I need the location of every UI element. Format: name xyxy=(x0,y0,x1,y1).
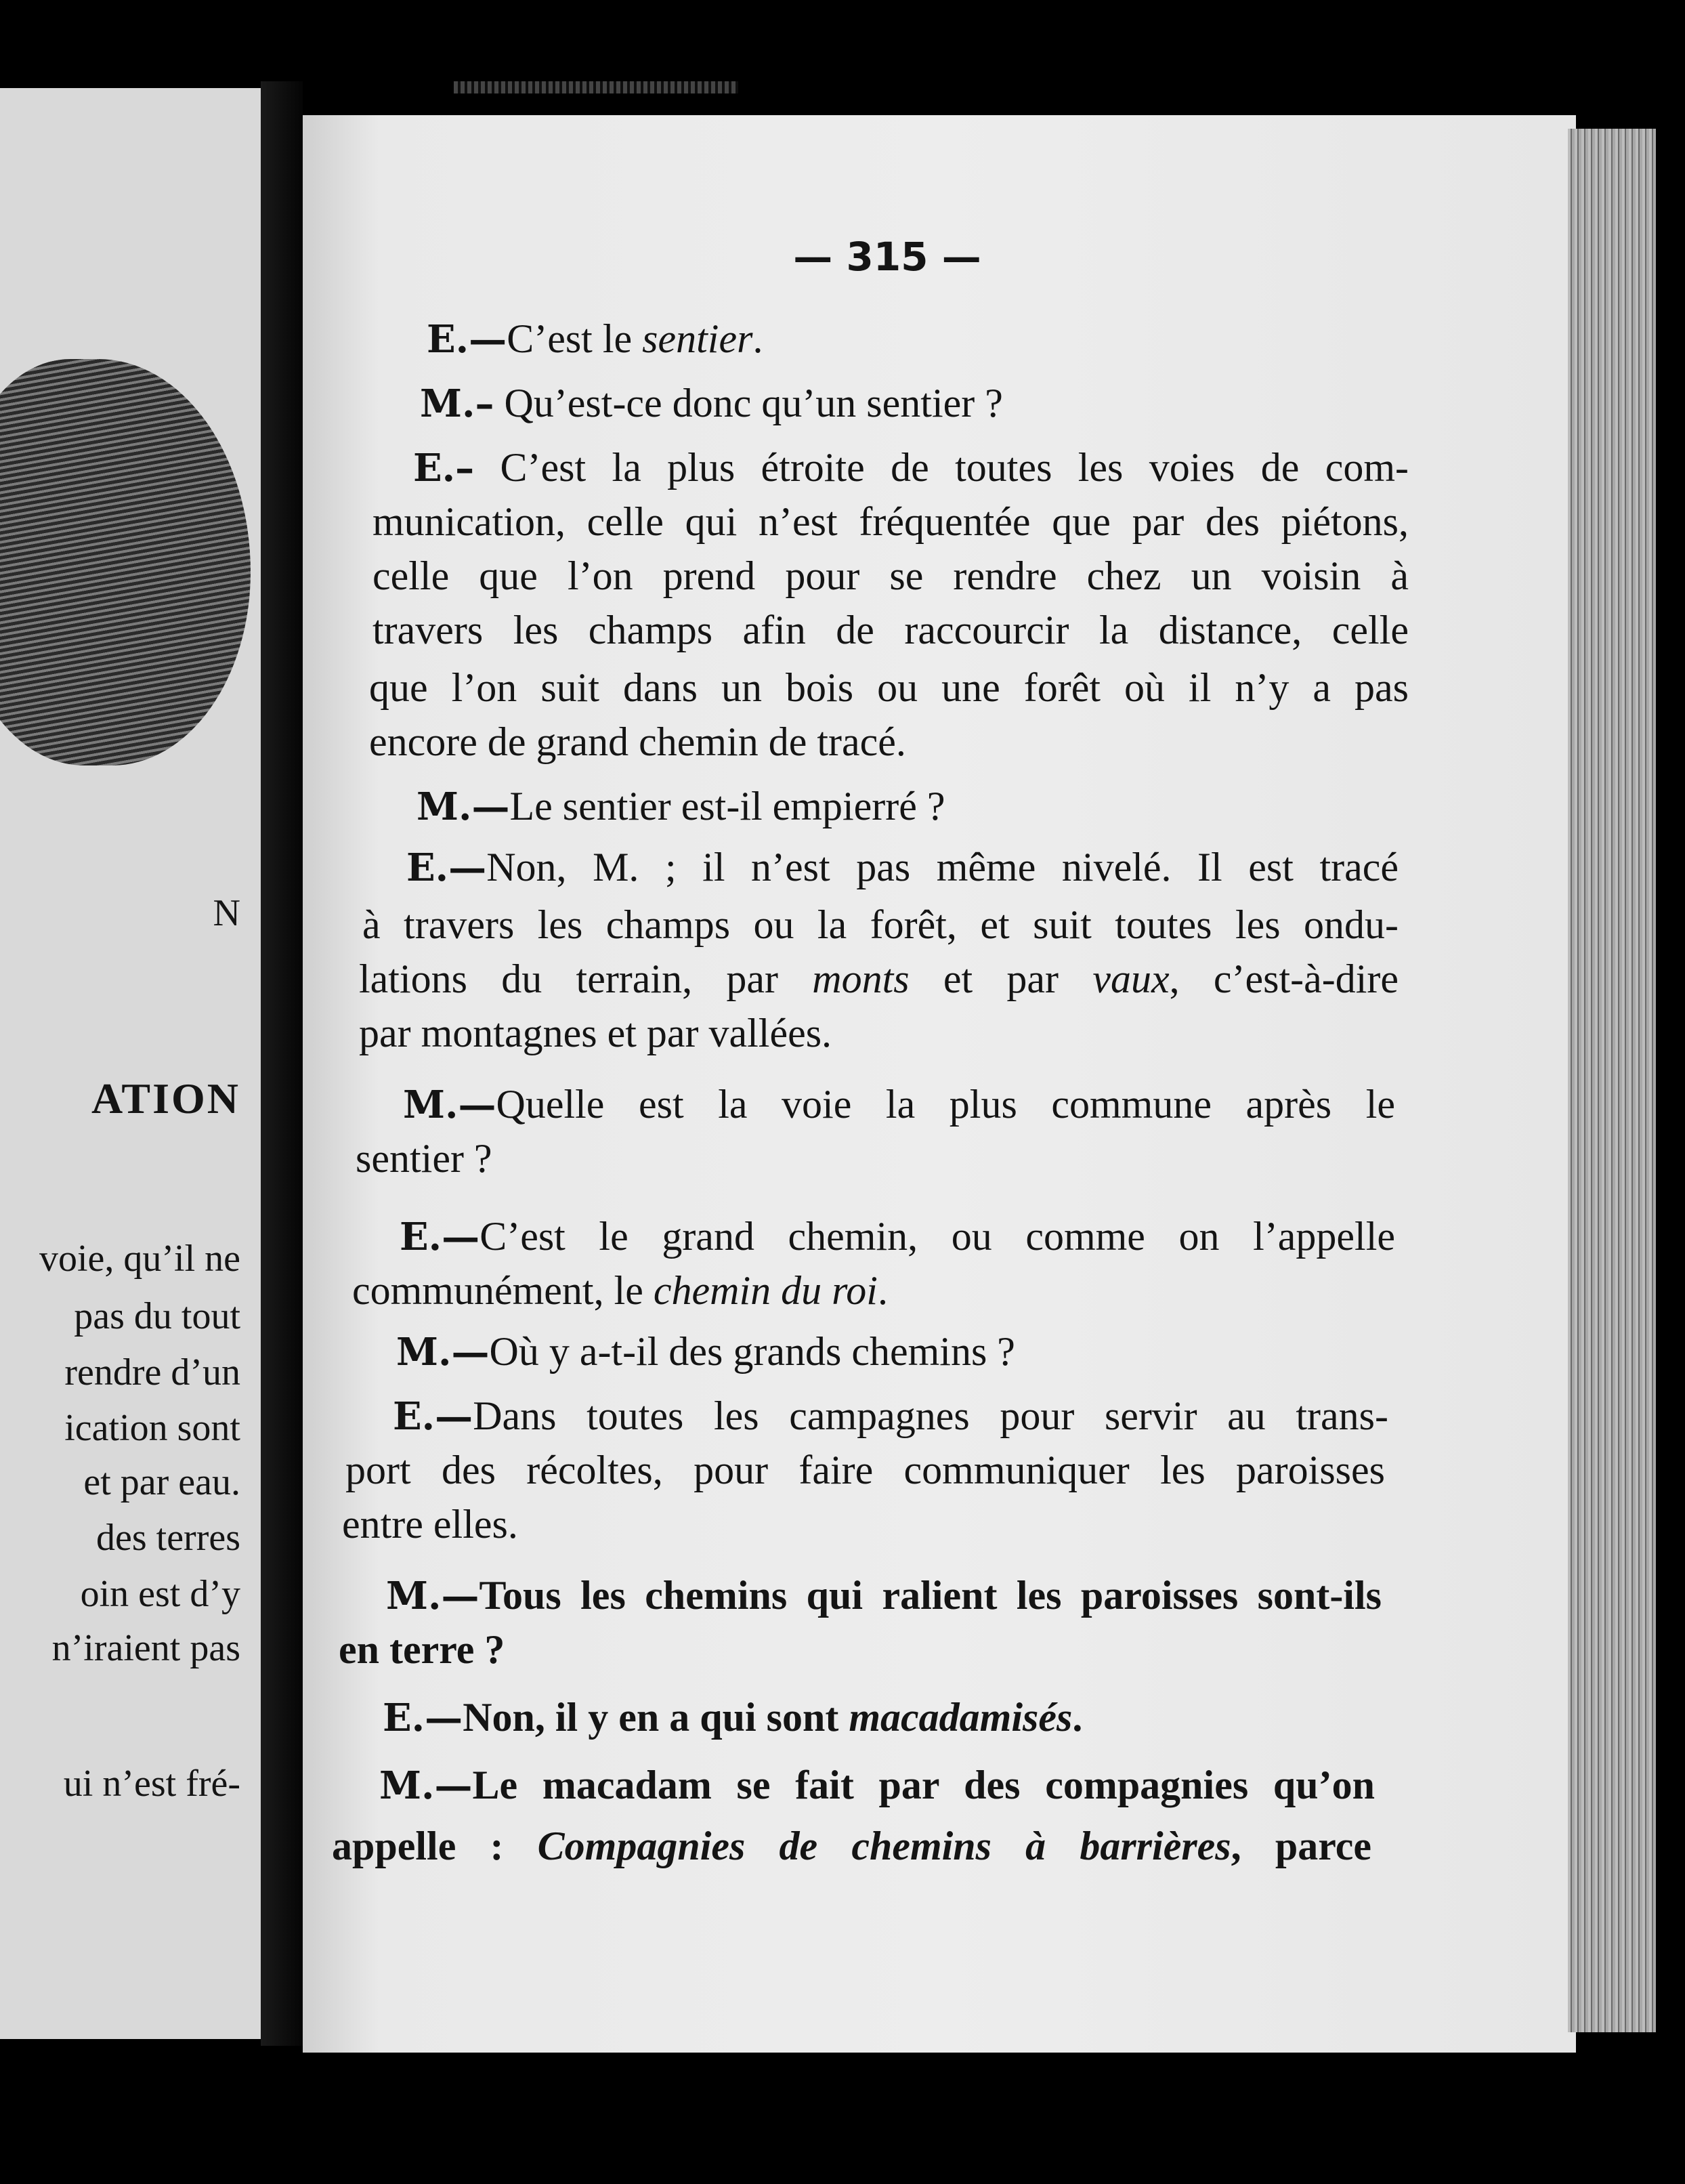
text-line xyxy=(372,555,1409,596)
text-line xyxy=(362,904,1399,945)
text-run: Non, il y en a qui sont xyxy=(463,1695,849,1740)
speaker-label: M.— xyxy=(403,1083,496,1127)
text-line xyxy=(352,1270,1002,1311)
text-run: C’est la plus étroite de toutes les voies de com- xyxy=(474,445,1409,490)
text-line-content xyxy=(417,784,945,829)
text-line xyxy=(413,447,1409,488)
text-line-content xyxy=(400,1216,1395,1257)
text-line-content xyxy=(332,1826,1371,1866)
text-line-content xyxy=(359,959,1399,999)
text-line-content xyxy=(359,1013,832,1053)
text-line xyxy=(403,1084,1395,1125)
speaker-label: E.— xyxy=(393,1394,473,1439)
text-line xyxy=(427,316,806,362)
text-run: celle que l’on prend pour se rendre chez un voisin à xyxy=(372,553,1409,598)
speaker-label: E.– xyxy=(413,446,475,490)
text-run: Où y a-t-il des grands chemins ? xyxy=(489,1329,1015,1374)
text-run: lations du terrain, par xyxy=(359,957,813,1001)
engraving-illustration xyxy=(0,359,251,765)
text-line xyxy=(359,959,1399,999)
text-line-content xyxy=(369,667,1409,708)
text-run: , c’est-à-dire xyxy=(1169,957,1399,1001)
text-run: , parce xyxy=(1231,1824,1372,1868)
text-line xyxy=(396,1331,1107,1372)
text-run: que l’on suit dans un bois ou une forêt où il n’y a pas xyxy=(369,665,1409,710)
italic-term: monts xyxy=(812,957,910,1001)
text-line xyxy=(359,1013,908,1053)
text-run: . xyxy=(752,316,763,361)
text-run: . xyxy=(1072,1695,1083,1740)
text-run: travers les champs afin de raccourcir la distance, celle xyxy=(372,608,1409,652)
text-run: appelle : xyxy=(332,1824,538,1868)
text-line-content xyxy=(372,555,1409,596)
text-run: . xyxy=(877,1268,888,1313)
text-line xyxy=(356,1138,518,1179)
text-line xyxy=(372,501,1409,542)
text-line-content xyxy=(420,381,1003,426)
speaker-label: M.— xyxy=(386,1574,479,1618)
left-page xyxy=(0,88,261,2039)
text-line xyxy=(393,1393,1388,1439)
text-line-content xyxy=(369,721,906,762)
italic-term: macadamisés xyxy=(849,1695,1073,1740)
speaker-label: E.— xyxy=(427,317,507,362)
speaker-label: M.– xyxy=(420,381,494,426)
text-run: port des récoltes, pour faire communiquer les paroisses xyxy=(345,1448,1385,1492)
left-text-line: ication sont xyxy=(64,1407,240,1449)
text-line xyxy=(383,1697,1195,1738)
text-run: Tous les chemins qui ralient les paroisses sont-ils xyxy=(479,1573,1382,1618)
text-run: encore de grand chemin de tracé. xyxy=(369,719,906,764)
speaker-label: M.— xyxy=(396,1330,490,1374)
text-run: sentier ? xyxy=(356,1136,492,1181)
text-line xyxy=(369,667,1409,708)
text-line-content xyxy=(406,845,1399,890)
text-line-content xyxy=(386,1575,1382,1616)
text-line-content xyxy=(393,1393,1388,1439)
italic-term: Compagnies de chemins à barrières xyxy=(537,1824,1231,1868)
text-line-content xyxy=(342,1504,518,1545)
left-text-line: et par eau. xyxy=(83,1461,240,1503)
text-line xyxy=(372,610,1409,650)
text-run: Qu’est-ce donc qu’un sentier ? xyxy=(494,381,1003,425)
italic-term: sentier xyxy=(642,316,753,361)
text-line xyxy=(417,784,999,829)
text-line xyxy=(369,721,979,762)
text-run: Le macadam se fait par des compagnies qu’on xyxy=(472,1763,1375,1807)
text-line xyxy=(342,1504,545,1545)
speaker-label: E.— xyxy=(406,845,487,890)
text-line-content xyxy=(372,610,1409,650)
text-run: C’est le grand chemin, ou comme on l’appelle xyxy=(479,1214,1395,1259)
text-run: à travers les champs ou la forêt, et suit toutes les ondu- xyxy=(362,902,1399,947)
page-number: — 315 — xyxy=(793,234,981,280)
text-line-content xyxy=(427,316,763,362)
text-line-content xyxy=(372,501,1409,542)
text-run: Quelle est la voie la plus commune après le xyxy=(496,1082,1395,1127)
text-line xyxy=(332,1826,1371,1866)
text-run: munication, celle qui n’est fréquentée que par des piétons, xyxy=(372,499,1409,544)
text-run: Non, M. ; il n’est pas même nivelé. Il est tracé xyxy=(486,845,1399,889)
speaker-label: E.— xyxy=(383,1696,463,1740)
text-line-content xyxy=(396,1331,1015,1372)
text-run: par montagnes et par vallées. xyxy=(359,1011,832,1055)
text-line xyxy=(400,1216,1395,1257)
book-spine xyxy=(261,81,303,2046)
text-line-content xyxy=(379,1763,1375,1808)
page-edges xyxy=(1568,129,1656,2032)
text-run: et par xyxy=(909,957,1093,1001)
text-line-content xyxy=(352,1270,888,1311)
text-run: en terre ? xyxy=(339,1627,505,1672)
left-heading-fragment-1: N xyxy=(213,892,240,934)
italic-term: vaux xyxy=(1092,957,1170,1001)
left-text-line: n’iraient pas xyxy=(51,1627,240,1669)
text-line-content xyxy=(356,1138,492,1179)
left-text-line: oin est d’y xyxy=(80,1573,240,1615)
left-text-line: voie, qu’il ne xyxy=(39,1238,240,1280)
scan-artifact xyxy=(454,81,738,93)
text-line xyxy=(345,1450,1385,1490)
text-line xyxy=(379,1763,1375,1808)
text-line-content xyxy=(339,1629,505,1670)
text-run: communément, le xyxy=(352,1268,654,1313)
speaker-label: M.— xyxy=(417,784,510,829)
left-text-line: pas du tout xyxy=(74,1295,240,1337)
text-line-content xyxy=(362,904,1399,945)
text-run: C’est le xyxy=(507,316,643,361)
left-heading-fragment-2: ATION xyxy=(91,1074,240,1122)
speaker-label: M.— xyxy=(379,1763,473,1808)
text-line-content xyxy=(403,1084,1395,1125)
text-line-content xyxy=(383,1697,1082,1738)
text-run: Le sentier est-il empierré ? xyxy=(509,784,945,828)
text-run: Dans toutes les campagnes pour servir au trans- xyxy=(473,1393,1388,1438)
text-line-content xyxy=(413,447,1409,488)
text-line xyxy=(339,1629,535,1670)
text-line-content xyxy=(345,1450,1385,1490)
italic-term: chemin du roi xyxy=(653,1268,878,1313)
left-text-line: rendre d’un xyxy=(64,1351,240,1393)
left-text-line: des terres xyxy=(95,1517,240,1559)
speaker-label: E.— xyxy=(400,1215,480,1259)
text-line xyxy=(406,845,1399,890)
text-run: entre elles. xyxy=(342,1502,518,1547)
text-line xyxy=(420,381,1084,426)
text-line xyxy=(386,1575,1382,1616)
left-text-line: ui n’est fré- xyxy=(63,1763,240,1805)
